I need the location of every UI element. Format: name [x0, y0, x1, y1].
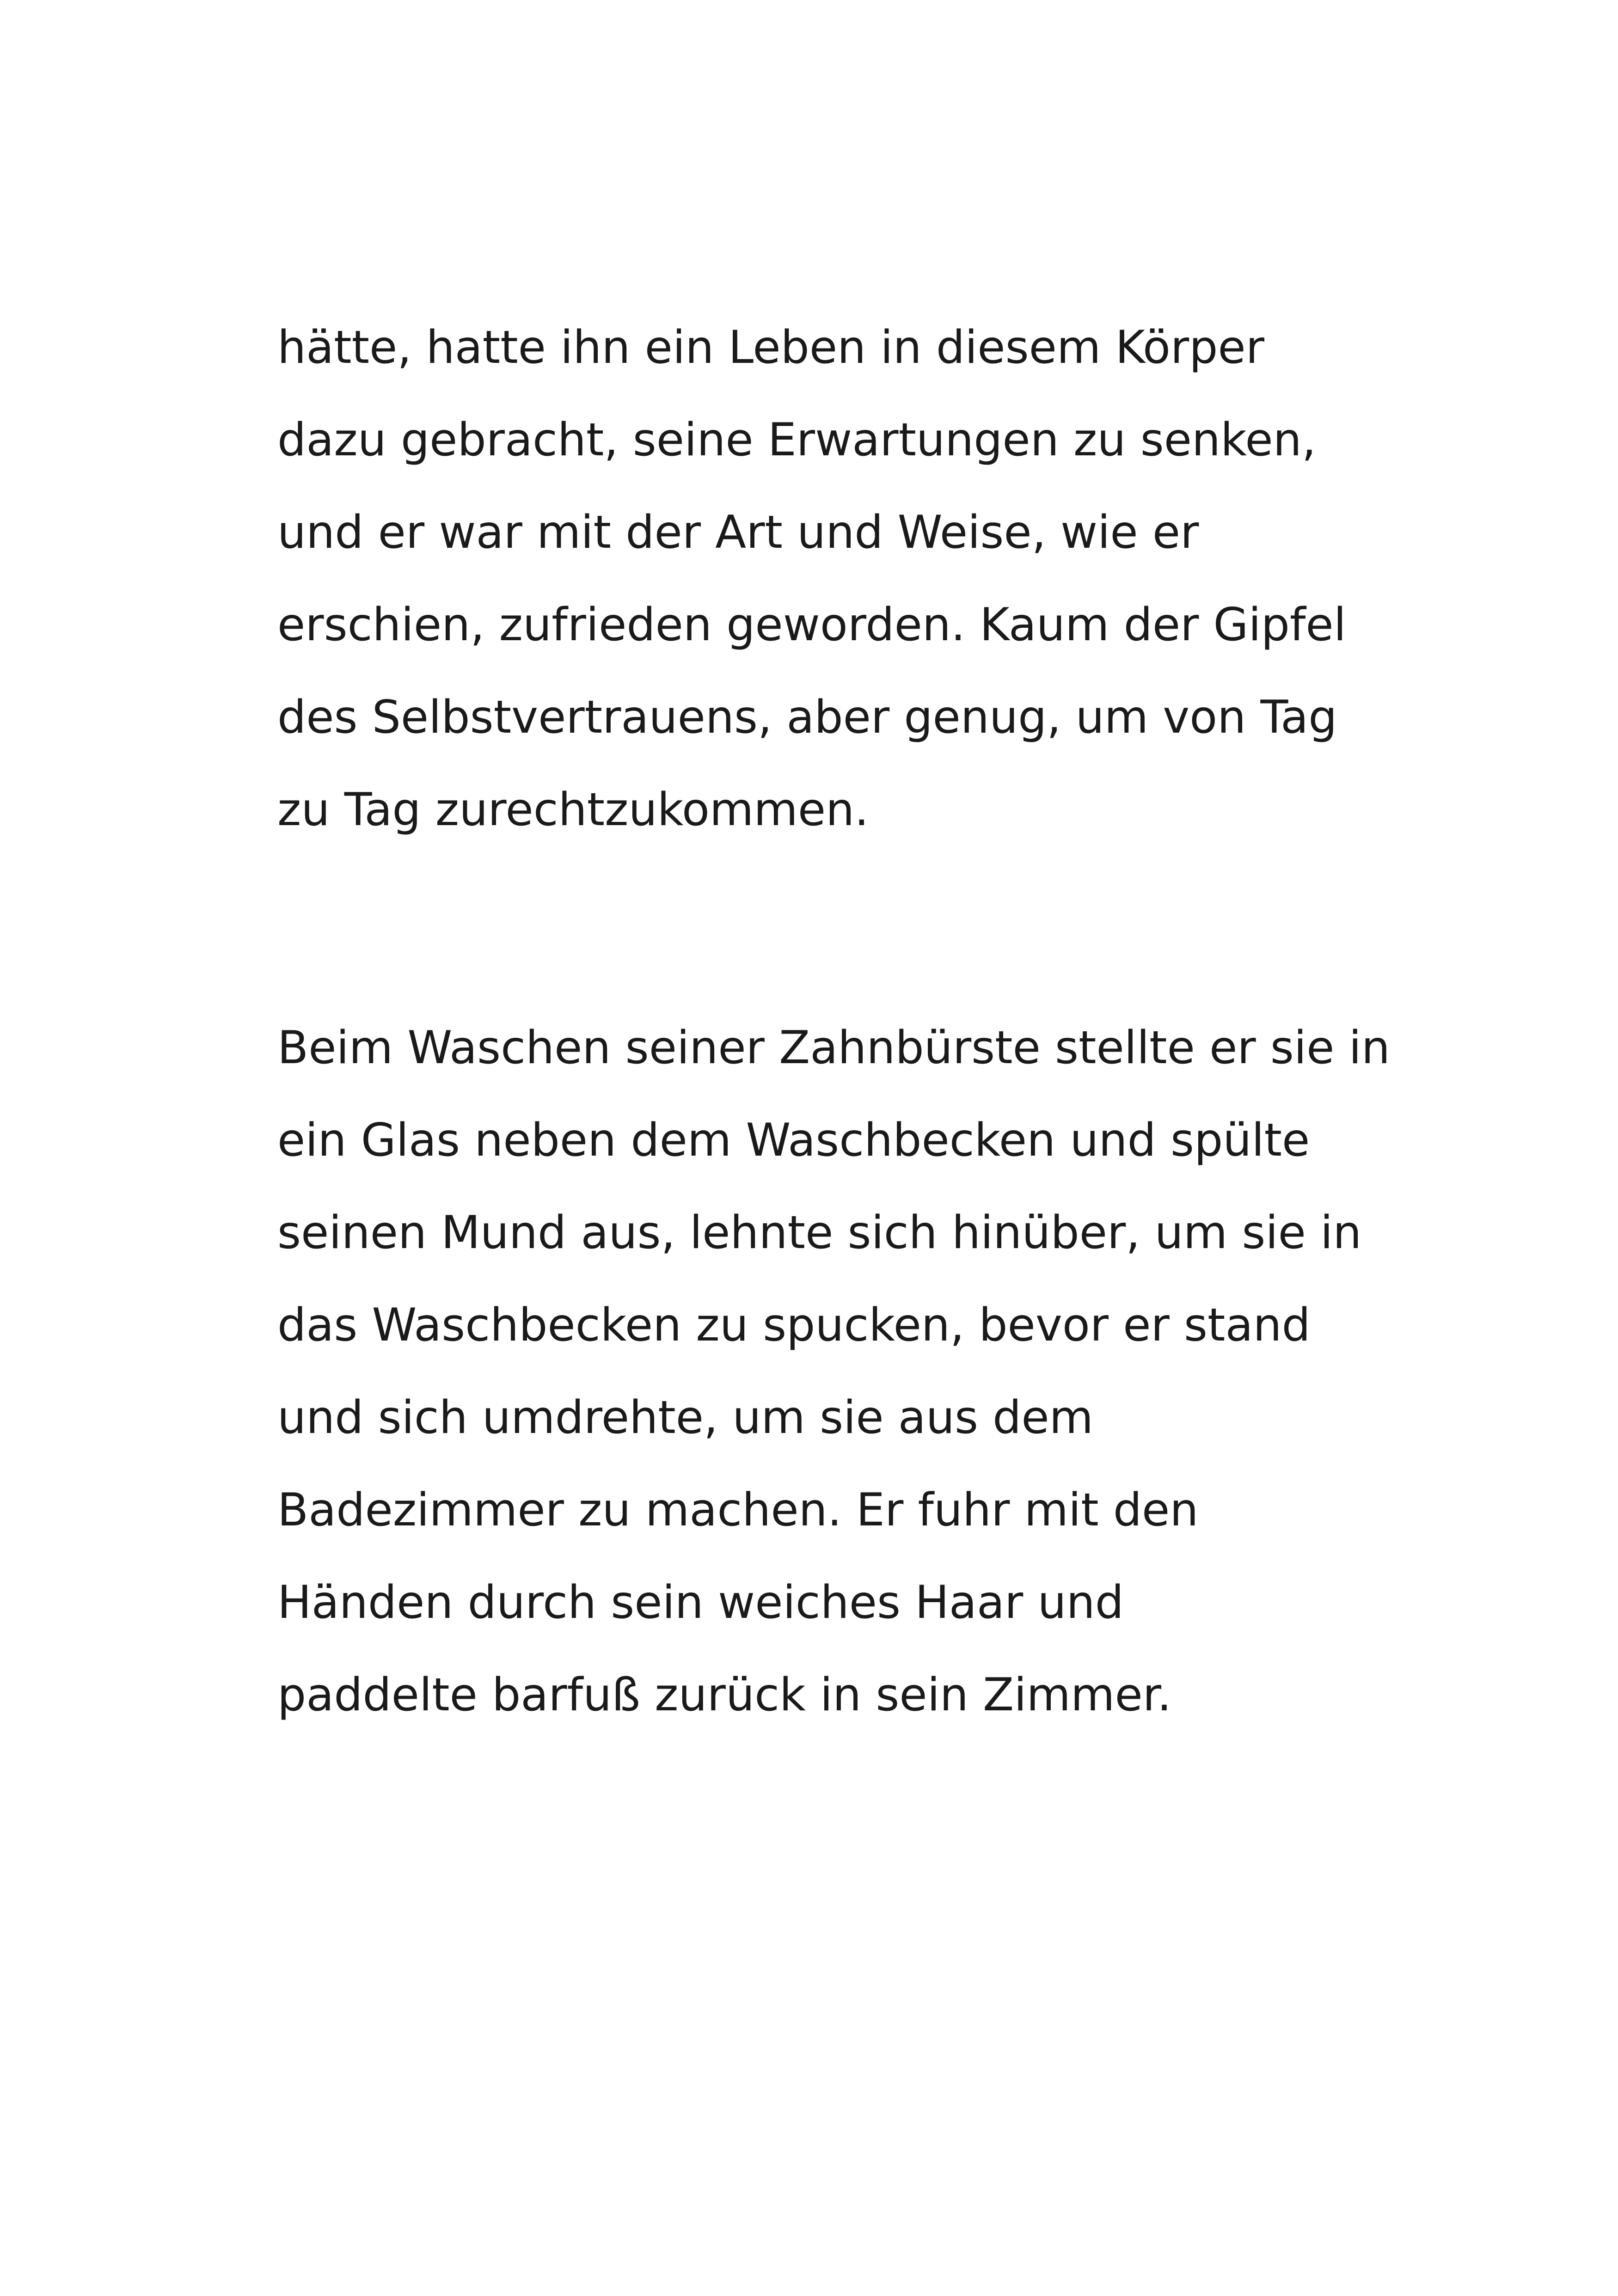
paragraph-1-line: hätte, hatte ihn ein Leben in diesem Körper	[277, 321, 1264, 374]
paragraph-1-line: zu Tag zurechtzukommen.	[277, 784, 869, 836]
paragraph-2-line: Händen durch sein weiches Haar und	[277, 1576, 1124, 1629]
paragraph-1-line: dazu gebracht, seine Erwartungen zu senken,	[277, 414, 1316, 466]
paragraph-1-line: des Selbstvertrauens, aber genug, um von Tag	[277, 691, 1337, 744]
paragraph-2-line: Badezimmer zu machen. Er fuhr mit den	[277, 1484, 1199, 1537]
paragraph-2-line: paddelte barfuß zurück in sein Zimmer.	[277, 1669, 1172, 1721]
paragraph-2-line: Beim Waschen seiner Zahnbürste stellte er sie in	[277, 1022, 1390, 1074]
paragraph-1-line: und er war mit der Art und Weise, wie er	[277, 506, 1199, 559]
paragraph-2-line: ein Glas neben dem Waschbecken und spülte	[277, 1114, 1310, 1167]
paragraph-1-line: erschien, zufrieden geworden. Kaum der Gipfel	[277, 599, 1346, 651]
paragraph-2-line: das Waschbecken zu spucken, bevor er stand	[277, 1299, 1311, 1352]
paragraph-2-line: seinen Mund aus, lehnte sich hinüber, um sie in	[277, 1206, 1362, 1259]
paragraph-2-line: und sich umdrehte, um sie aus dem	[277, 1391, 1094, 1444]
